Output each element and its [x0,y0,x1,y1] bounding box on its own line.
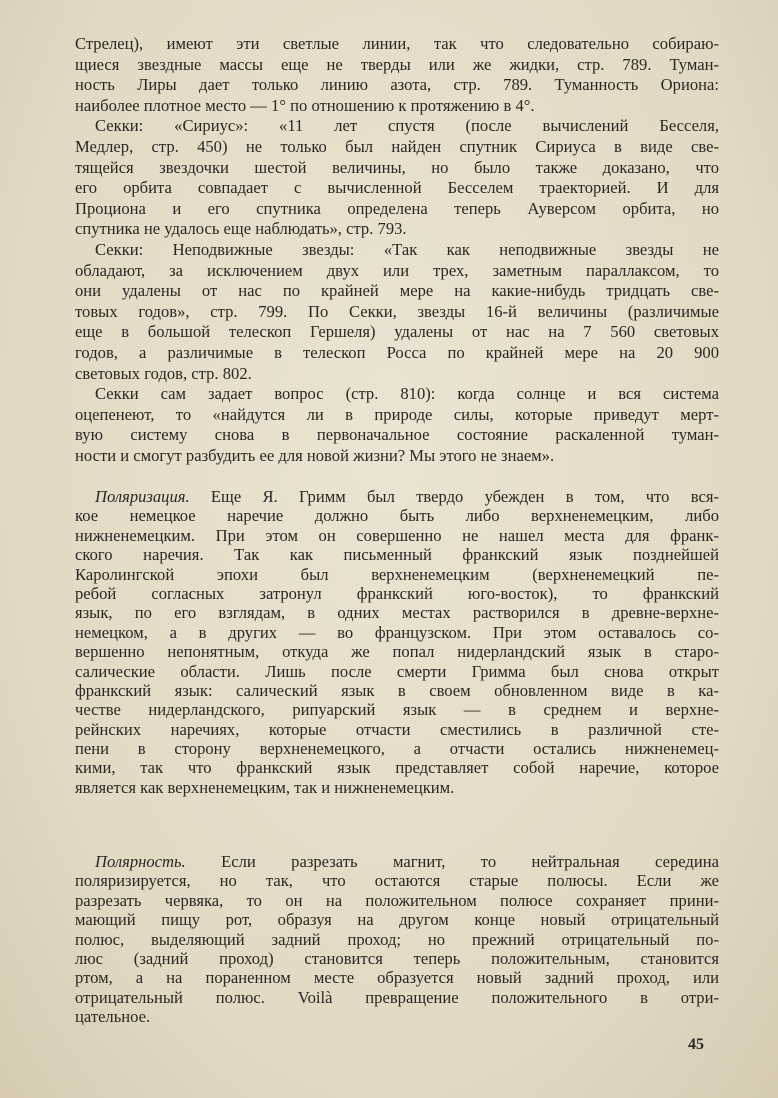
line-text: салические области. Лишь после смерти Гримма был снова открыт [75,661,719,681]
line-text: вую систему снова в первоначальное состояние раскаленной туман- [75,425,719,445]
line-text: кое немецкое наречие должно быть либо верхненемецким, либо [75,506,719,526]
text-line [75,137,719,158]
line-text: Каролингской эпохи был верхненемецким (верхненемецкий пе- [75,564,719,584]
line-text: Стрелец), имеют эти светлые линии, так что следовательно собираю- [75,34,719,53]
paragraph [75,487,719,797]
line-text: цательное. [75,1007,151,1027]
text-line [75,739,719,758]
line-text: вершенно непонятным, откуда же попал нидерландский язык в старо- [75,642,719,662]
page-number: 45 [688,1036,704,1053]
line-text: ности и смогут разбудить ее для новой жизни? Мы этого не знаем». [75,445,555,465]
line-text: отрицательный полюс. Voilà превращение положительного в отри- [75,987,719,1007]
line-text: еще в большой телескоп Гершеля) удалены от нас на 7 560 световых [75,322,719,342]
text-line [75,34,719,55]
line-text: световых годов, стр. 802. [75,363,252,383]
text-line [75,1007,719,1026]
paragraph [75,852,719,1027]
text-line [75,116,719,137]
text-line [75,949,719,968]
text-line [75,261,719,282]
line-text: Медлер, стр. 450) не только был найден спутник Сириуса в виде све- [75,136,719,156]
line-text: ского наречия. Так как письменный франкский язык позднейшей [75,545,719,565]
text-line [75,506,719,525]
text-line [75,930,719,949]
line-text: франкский язык: салический язык в своем обновленном виде в ка- [75,680,719,700]
text-line [75,584,719,603]
text-line [75,405,719,426]
section [75,852,719,1027]
text-line [75,322,719,343]
text-line [75,343,719,364]
text-line [75,384,719,405]
text-line [75,910,719,929]
line-text: они удалены от нас по крайней мере на какие-нибудь тридцать све- [75,281,719,301]
text-line [75,487,719,506]
line-text: наиболее плотное место — 1° по отношению к протяжению в 4°. [75,95,535,115]
line-text: полюс, выделяющий задний проход; но прежний отрицательный по- [75,929,719,949]
entry-heading: Поляризация. [95,487,190,506]
text-line [75,96,719,117]
section [75,34,719,466]
line-text: ность Лиры дает только линию азота, стр. 789. Туманность Ориона: [75,75,719,95]
text-line [75,281,719,302]
text-line [75,75,719,96]
text-line [75,526,719,545]
text-line [75,758,719,777]
line-text: разрезать червяка, то он на положительном полюсе сохраняет прини- [75,890,719,910]
text-line [75,219,719,240]
line-text: Еще Я. Гримм был твердо убежден в том, что вся- [189,487,719,506]
text-line [75,545,719,564]
line-text: язык, по его взглядам, в одних местах растворился в древне-верхне- [75,603,719,623]
text-line [75,446,719,467]
entry-heading: Полярность. [95,852,186,871]
line-text: спутника не удалось еще наблюдать», стр. 793. [75,219,407,239]
text-line [75,642,719,661]
line-text: рейнских наречиях, которые отчасти сместились в различной сте- [75,719,719,739]
paragraph [75,240,719,384]
line-text: Проциона и его спутника определена теперь Ауверсом орбита, но [75,198,719,218]
text-line [75,55,719,76]
line-text: Если разрезать магнит, то нейтральная середина [185,852,719,871]
line-text: люс (задний проход) становится теперь положительным, становится [75,948,719,968]
line-text: товых годов», стр. 799. По Секки, звезды 16-й величины (различимые [75,301,719,321]
line-text: пени в сторону верхненемецкого, а отчасти остались нижненемец- [75,739,719,759]
text-line [75,565,719,584]
text-line [75,891,719,910]
text-line [75,240,719,261]
paragraph [75,116,719,240]
line-text: Секки сам задает вопрос (стр. 810): когда солнце и вся система [95,384,719,404]
line-text: ртом, а на пораненном месте образуется новый задний проход, или [75,968,719,988]
line-text: кими, так что франкский язык представляет собой наречие, которое [75,758,719,778]
text-line [75,662,719,681]
text-line [75,968,719,987]
paragraph [75,34,719,116]
text-line [75,871,719,890]
line-text: тящейся звездочки шестой величины, но было также доказано, что [75,157,719,177]
line-text: честве нидерландского, рипуарский язык — в среднем и верхне- [75,700,719,720]
text-line [75,199,719,220]
text-line [75,778,719,797]
line-text: является как верхненемецким, так и нижненемецким. [75,777,455,797]
text-line [75,603,719,622]
text-line [75,700,719,719]
line-text: щиеся звездные массы еще не тверды или же жидки, стр. 789. Туман- [75,54,719,74]
paragraph [75,384,719,466]
line-text: Секки: «Сириус»: «11 лет спустя (после вычислений Бесселя, [95,116,719,136]
text-line [75,158,719,179]
line-text: годов, а различимые в телескоп Росса по крайней мере на 20 900 [75,342,719,362]
text-line [75,302,719,323]
text-line [75,623,719,642]
line-text: поляризируется, но так, что остаются старые полюсы. Если же [75,871,719,891]
text-line [75,852,719,871]
line-text: оцепенеют, то «найдутся ли в природе силы, которые приведут мерт- [75,404,719,424]
text-line [75,178,719,199]
line-text: немецком, а в других — во французском. При этом оставалось со- [75,622,719,642]
line-text: мающий пищу рот, образуя на другом конце новый отрицательный [75,910,719,930]
section [75,487,719,797]
line-text: нижненемецким. При этом он совершенно не нашел места для франк- [75,525,719,545]
text-line [75,720,719,739]
text-line [75,988,719,1007]
line-text: его орбита совпадает с вычисленной Бесселем траекторией. И для [75,178,719,198]
text-line [75,364,719,385]
line-text: ребой согласных затронул франкский юго-восток), то франкский [75,583,719,603]
line-text: Секки: Неподвижные звезды: «Так как неподвижные звезды не [95,239,719,259]
text-line [75,425,719,446]
text-line [75,681,719,700]
line-text: обладают, за исключением двух или трех, заметным параллаксом, то [75,260,719,280]
